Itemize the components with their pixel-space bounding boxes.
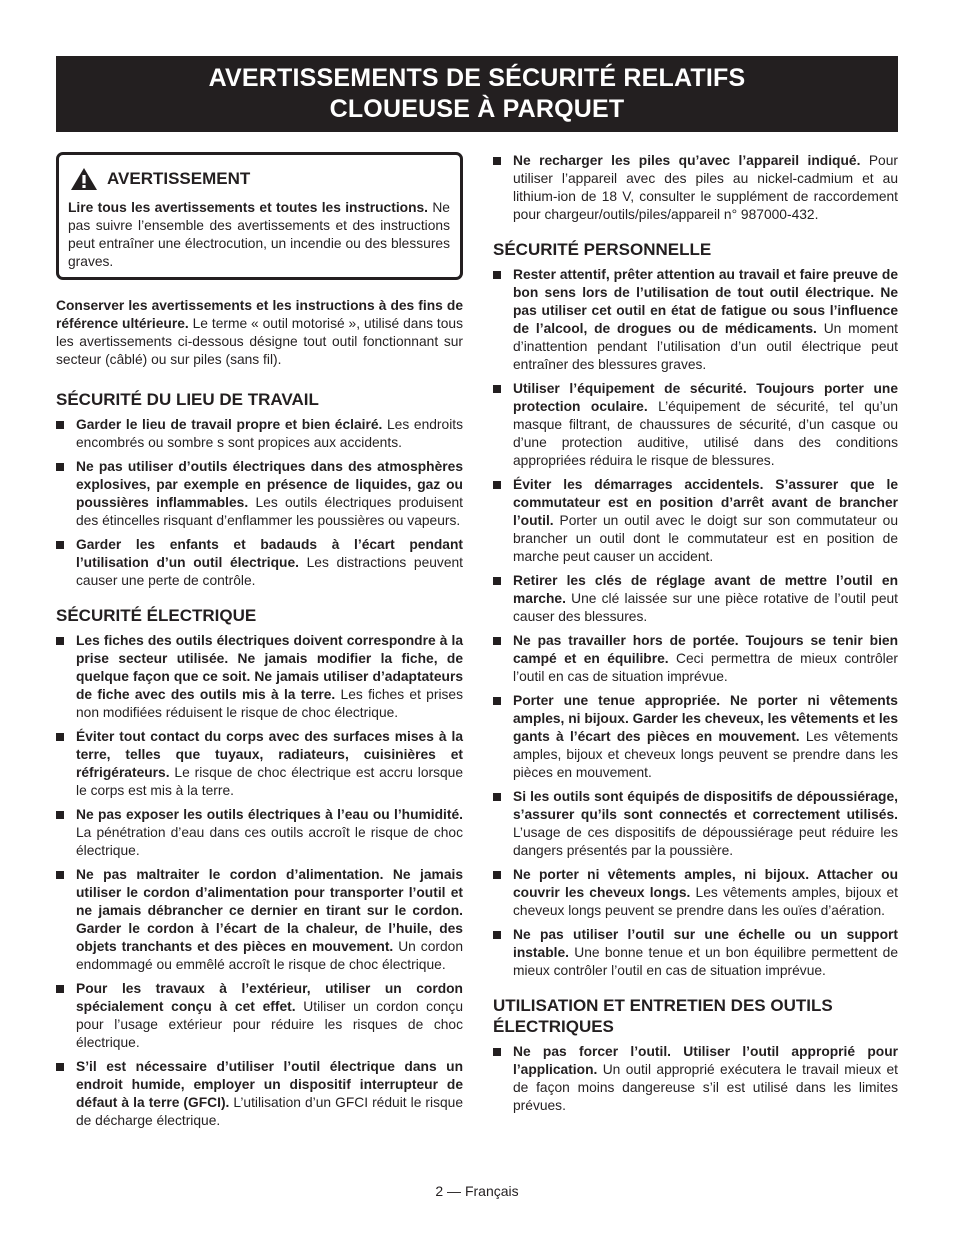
item-text: Un moment d’inattention pendant l’utilisation d’un outil électrique peut entraîner des blessures graves. — [513, 321, 898, 372]
bullet-square-icon — [56, 985, 64, 993]
item-text: Un cordon endommagé ou emmêlé accroît le risque de choc électrique. — [76, 939, 463, 972]
list-item — [493, 476, 898, 566]
list-item — [493, 572, 898, 626]
item-text: Les vêtements amples, bijoux et cheveux longs peuvent se prendre dans les pièces en mouvement. — [513, 729, 899, 780]
title-line-1: AVERTISSEMENTS DE SÉCURITÉ RELATIFS — [208, 64, 746, 92]
bullet-square-icon — [493, 931, 501, 939]
list-item — [56, 866, 463, 974]
intro-paragraph: Conserver les avertissements et les instructions à des fins de référence ultérieure. Le terme « outil motorisé », utilisé dans tous les avertissements ci-dessous désigne tout outil fonctionnant sur secteur (câblé) ou sur piles (sans fil). — [56, 298, 464, 367]
tool-use-list — [493, 1043, 898, 1115]
page-title-banner — [56, 56, 898, 132]
item-text: Les endroits encombrés ou sombre s sont propices aux accidents. — [76, 417, 463, 450]
bullet-square-icon — [493, 157, 501, 165]
bullet-square-icon — [493, 697, 501, 705]
item-bold-text: Éviter tout contact du corps avec des surfaces mises à la terre, telles que tuyaux, radiateurs, cuisinières et réfrigérateurs. — [76, 729, 463, 780]
left-column — [56, 152, 463, 1136]
bullet-square-icon — [56, 637, 64, 645]
battery-list — [493, 152, 898, 224]
item-text: Les distractions peuvent causer une perte de contrôle. — [76, 555, 463, 588]
list-item — [56, 806, 463, 860]
bullet-square-icon — [493, 385, 501, 393]
section-title-electrical: SÉCURITÉ ÉLECTRIQUE — [56, 606, 257, 625]
item-text: Porter un outil avec le doigt sur son commutateur ou brancher un outil dont le commutateur est en position de marche peut causer un accident. — [513, 513, 898, 564]
list-item — [493, 866, 898, 920]
item-bold-text: Pour les travaux à l’extérieur, utiliser un cordon spécialement conçu à cet effet. — [76, 981, 463, 1014]
bullet-square-icon — [493, 577, 501, 585]
warning-box — [56, 152, 463, 280]
list-item — [56, 980, 463, 1052]
item-bold-text: Rester attentif, prêter attention au travail et faire preuve de bon sens lors de l’utilisation de tout outil électrique. Ne pas utiliser cet outil en état de fatigue ou sous l’influence de l’alcool, de drogues ou de médicaments. — [513, 267, 898, 336]
item-text: Une clé laissée sur une pièce rotative de l’outil peut causer des blessures. — [513, 591, 898, 624]
bullet-square-icon — [56, 811, 64, 819]
bullet-square-icon — [493, 793, 501, 801]
item-text: L’usage de ces dispositifs de dépoussiérage peut réduire les dangers présentés par la poussière. — [513, 825, 898, 858]
warning-header — [68, 167, 450, 191]
list-item — [493, 152, 898, 224]
personal-list — [493, 266, 898, 980]
list-item — [56, 728, 463, 800]
item-bold-text: Porter une tenue appropriée. Ne porter ni vêtements amples, ni bijoux. Garder les cheveux, les vêtements et les gants à l’écart des pièces en mouvement. — [513, 693, 898, 744]
item-text: Pour utiliser l’appareil avec des piles au nickel-cadmium et au lithium-ion de 18 V, consulter le supplément de raccordement pour chargeur/outils/piles/appareil n° 987000-432. — [513, 153, 898, 222]
list-item — [493, 632, 898, 686]
section-title-tool-use: UTILISATION ET ENTRETIEN DES OUTILS ÉLECTRIQUES — [493, 996, 833, 1036]
item-text: Une bonne tenue et un bon équilibre permettent de mieux contrôler l’outil en cas de situation imprévue. — [513, 945, 898, 978]
warning-triangle-icon — [70, 167, 98, 191]
list-item — [56, 416, 463, 452]
list-item — [493, 1043, 898, 1115]
item-bold-text: S’il est nécessaire d’utiliser l’outil électrique dans un endroit humide, employer un dispositif interrupteur de défaut à la terre (GFCI). — [76, 1059, 463, 1110]
item-bold-text: Retirer les clés de réglage avant de mettre l’outil en marche. — [513, 573, 898, 606]
item-text: Les vêtements amples, bijoux et cheveux longs peuvent se prendre dans les ouïes d’aération. — [513, 885, 898, 918]
bullet-square-icon — [493, 271, 501, 279]
item-bold-text: Ne pas forcer l’outil. Utiliser l’outil approprié pour l’application. — [513, 1044, 898, 1077]
list-item — [493, 692, 898, 782]
list-item — [56, 632, 463, 722]
work-area-list — [56, 416, 463, 590]
list-item — [56, 458, 463, 530]
bullet-square-icon — [493, 1048, 501, 1056]
list-item — [56, 536, 463, 590]
bullet-square-icon — [56, 421, 64, 429]
item-bold-text: Si les outils sont équipés de dispositifs de dépoussiérage, s’assurer qu’ils sont connectés et correctement utilisés. — [513, 789, 898, 822]
item-text: Un outil approprié exécutera le travail mieux et de façon moins dangereuse s’il est utilisé dans les limites prévues. — [513, 1062, 898, 1113]
item-bold-text: Ne porter ni vêtements amples, ni bijoux. Attacher ou couvrir les cheveux longs. — [513, 867, 898, 900]
bullet-square-icon — [56, 871, 64, 879]
bullet-square-icon — [56, 1063, 64, 1071]
item-text: L’équipement de sécurité, tel qu’un masque filtrant, de chaussures de sécurité, d’un casque ou d’une protection auditive, utilisé dans des conditions appropriées réduira le risque de blessures. — [513, 399, 898, 468]
list-item — [493, 266, 898, 374]
item-text: L’utilisation d’un GFCI réduit le risque de décharge électrique. — [76, 1095, 463, 1128]
list-item — [493, 788, 898, 860]
item-text: La pénétration d’eau dans ces outils accroît le risque de choc électrique. — [76, 825, 463, 858]
item-bold-text: Ne pas exposer les outils électriques à l’eau ou l’humidité. — [76, 807, 463, 822]
section-title-work-area: SÉCURITÉ DU LIEU DE TRAVAIL — [56, 390, 319, 409]
right-column — [493, 152, 898, 1121]
bullet-square-icon — [493, 871, 501, 879]
page-footer: 2 — Français — [435, 1183, 519, 1199]
warning-text: Lire tous les avertissements et toutes les instructions. Ne pas suivre l’ensemble des avertissements et des instructions peut entraîner une électrocution, un incendie ou des blessures graves. — [68, 200, 450, 269]
item-text: Utiliser un cordon conçu pour l’usage extérieur pour réduire les risques de choc électrique. — [76, 999, 463, 1050]
bullet-square-icon — [493, 637, 501, 645]
item-text: Les fiches et prises non modifiées réduisent le risque de choc électrique. — [76, 687, 463, 720]
item-bold-text: Ne pas utiliser l’outil sur une échelle ou un support instable. — [513, 927, 898, 960]
list-item — [493, 380, 898, 470]
bullet-square-icon — [493, 481, 501, 489]
title-line-2: CLOUEUSE À PARQUET — [329, 95, 625, 123]
warning-title: AVERTISSEMENT — [107, 169, 251, 188]
item-bold-text: Ne pas travailler hors de portée. Toujours se tenir bien campé et en équilibre. — [513, 633, 898, 666]
item-bold-text: Ne recharger les piles qu’avec l’appareil indiqué. — [513, 153, 861, 168]
item-bold-text: Les fiches des outils électriques doivent correspondre à la prise secteur utilisée. Ne jamais modifier la fiche, de quelque façon que ce soit. Ne jamais utiliser d’adaptateurs de fiche avec des outils mis à la terre. — [76, 633, 463, 702]
item-bold-text: Ne pas utiliser d’outils électriques dans des atmosphères explosives, par exemple en présence de liquides, gaz ou poussières inflammables. — [76, 459, 463, 510]
item-text: Les outils électriques produisent des étincelles risquant d’enflammer les poussières ou vapeurs. — [76, 495, 463, 528]
list-item — [493, 926, 898, 980]
item-text: Le risque de choc électrique est accru lorsque le corps est mis à la terre. — [76, 765, 463, 798]
electrical-list — [56, 632, 463, 1130]
section-title-personal: SÉCURITÉ PERSONNELLE — [493, 240, 712, 259]
item-text: Ceci permettra de mieux contrôler l’outil en cas de situation imprévue. — [513, 651, 899, 684]
item-bold-text: Garder les enfants et badauds à l’écart pendant l’utilisation d’un outil électrique. — [76, 537, 463, 570]
list-item — [56, 1058, 463, 1130]
item-bold-text: Utiliser l’équipement de sécurité. Toujours porter une protection oculaire. — [513, 381, 898, 414]
item-bold-text: Garder le lieu de travail propre et bien éclairé. — [76, 417, 383, 432]
item-bold-text: Éviter les démarrages accidentels. S’assurer que le commutateur est en position d’arrêt avant de brancher l’outil. — [513, 477, 898, 528]
item-bold-text: Ne pas maltraiter le cordon d’alimentation. Ne jamais utiliser le cordon d’alimentation pour transporter l’outil et ne jamais débrancher ce dernier en tirant sur le cordon. Garder le cordon à l’écart de la chaleur, de l’huile, des objets tranchants et des pièces en mouvement. — [76, 867, 463, 954]
bullet-square-icon — [56, 541, 64, 549]
bullet-square-icon — [56, 463, 64, 471]
bullet-square-icon — [56, 733, 64, 741]
